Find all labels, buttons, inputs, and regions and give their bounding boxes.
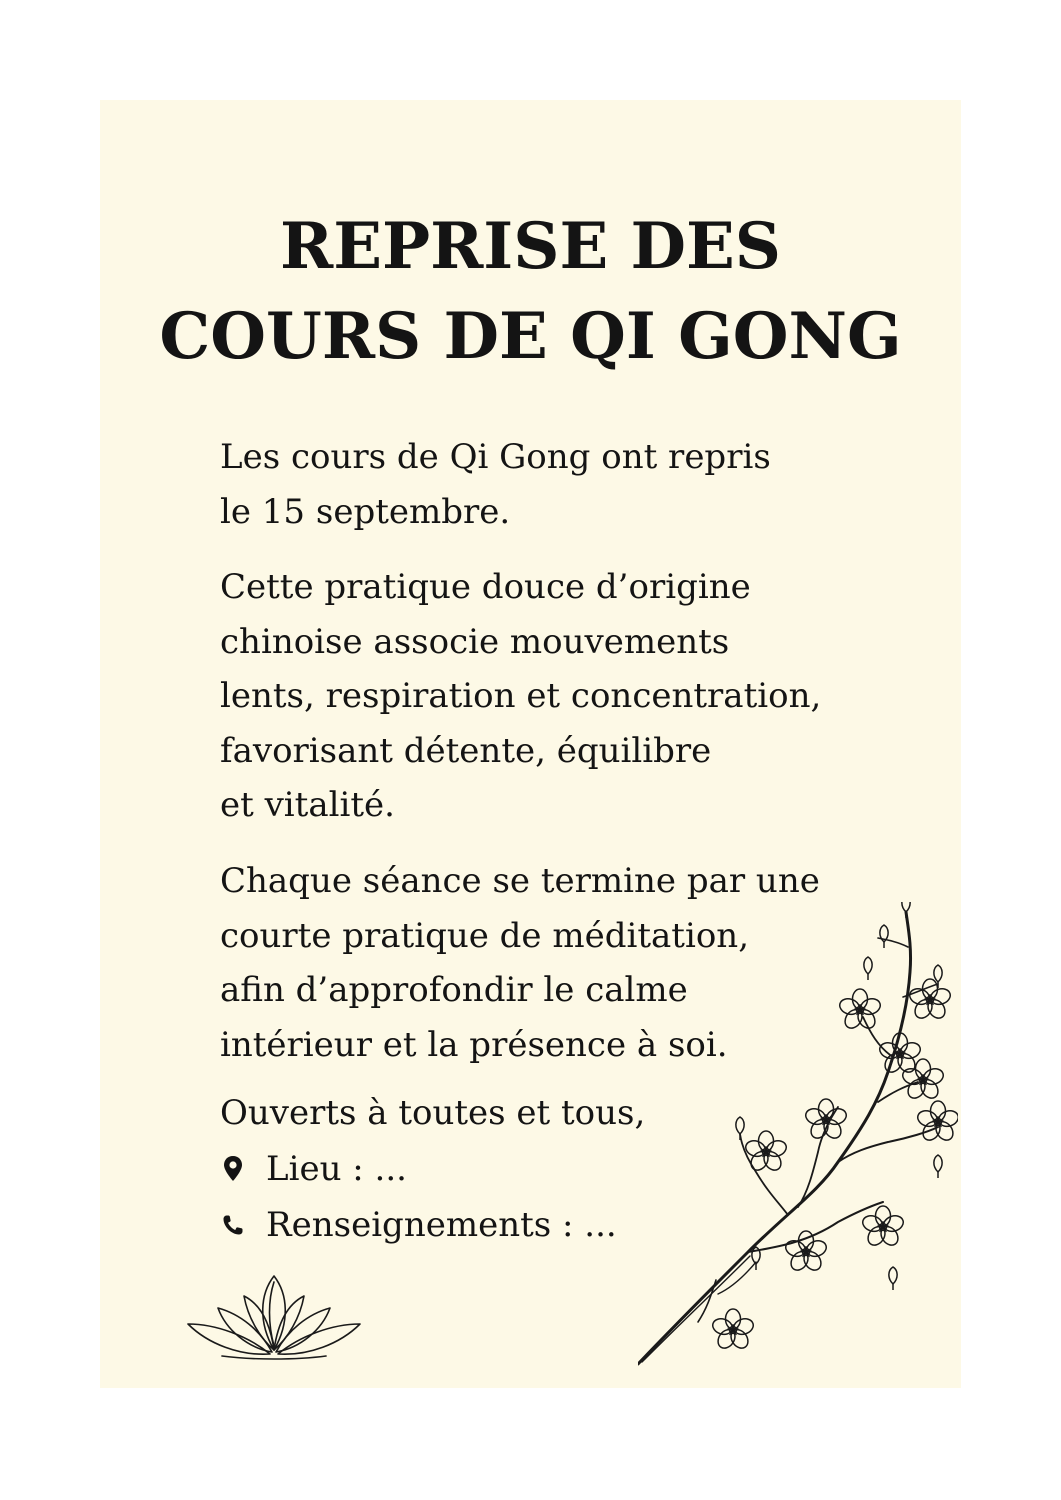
description-line: chinoise associe mouvements — [220, 621, 730, 662]
phone-icon — [220, 1210, 246, 1240]
intro-paragraph — [220, 430, 771, 539]
location-pin-icon — [220, 1154, 246, 1184]
description-line: lents, respiration et concentration, — [220, 676, 822, 716]
description-line: favorisant détente, équilibre — [220, 730, 712, 771]
meditation-line: afin d’approfondir le calme — [220, 970, 688, 1010]
audience-text: Ouverts à toutes et tous, — [220, 1093, 646, 1133]
audience-line — [220, 1086, 645, 1141]
description-line: et vitalité. — [220, 785, 395, 825]
description-paragraph — [220, 560, 821, 833]
location-info — [220, 1142, 407, 1197]
meditation-line: courte pratique de méditation, — [220, 915, 750, 956]
title-line-1: REPRISE DES — [280, 209, 781, 284]
intro-line: le 15 septembre. — [220, 491, 511, 532]
meditation-line: Chaque séance se termine par une — [220, 861, 820, 901]
meditation-line: intérieur et la présence à soi. — [220, 1024, 728, 1065]
lotus-icon — [182, 1272, 367, 1362]
cherry-blossom-branch-icon — [638, 902, 958, 1372]
location-text: Lieu : ... — [266, 1149, 407, 1189]
contact-info — [220, 1198, 617, 1253]
poster — [100, 100, 961, 1388]
contact-text: Renseignements : ... — [266, 1205, 617, 1245]
description-line: Cette pratique douce d’origine — [220, 567, 751, 607]
title-line-2: COURS DE QI GONG — [159, 299, 902, 374]
intro-line: Les cours de Qi Gong ont repris — [220, 437, 771, 477]
poster-title — [100, 202, 961, 382]
